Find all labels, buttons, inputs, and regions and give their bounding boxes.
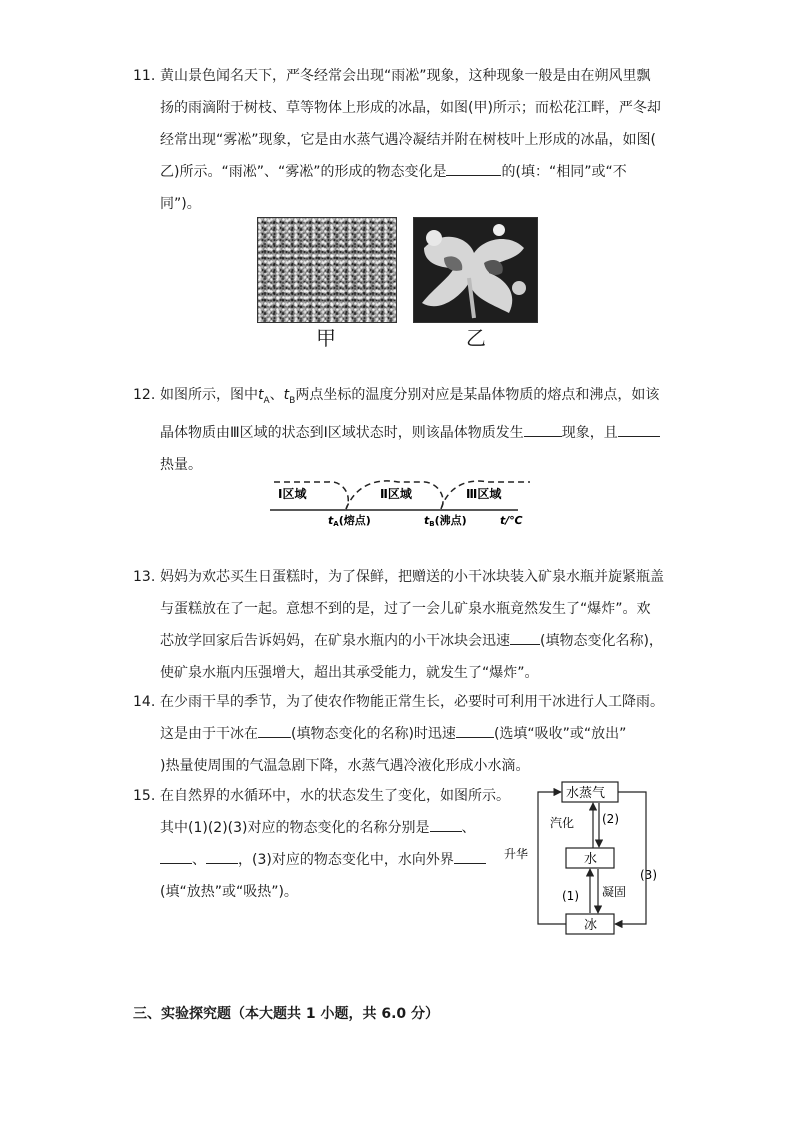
vapor-label: 水蒸气 (566, 786, 606, 801)
answer-blank (456, 723, 494, 738)
section-heading: 三、实验探究题（本大题共 1 小题，共 6.0 分） (133, 1006, 440, 1022)
question-13 (133, 561, 678, 689)
answer-blank (446, 161, 501, 176)
zone-3-label: Ⅲ区域 (466, 487, 502, 501)
water-label: 水 (584, 852, 598, 867)
question-15 (133, 780, 513, 908)
answer-blank (160, 849, 192, 864)
point-a-label: tA(熔点) (328, 514, 371, 528)
answer-blank (524, 422, 562, 437)
water-cycle-diagram (504, 780, 660, 940)
figure-label-jia: 甲 (316, 326, 336, 350)
axis-label: t/℃ (500, 514, 523, 527)
zone-2-label: Ⅱ区域 (380, 487, 412, 501)
question-11 (133, 60, 678, 220)
text-line: 同”)。 (160, 196, 201, 212)
text-line: 热量。 (160, 456, 202, 473)
text-line: 其中(1)(2)(3)对应的物态变化的名称分别是 、 (160, 812, 513, 844)
question-text (160, 561, 678, 689)
text-line: 妈妈为欢芯买生日蛋糕时，为了保鲜，把赠送的小干冰块装入矿泉水瓶并旋紧瓶盖 (160, 569, 664, 585)
answer-blank (454, 849, 486, 864)
zone-1-label: Ⅰ区域 (278, 487, 307, 501)
answer-blank (206, 849, 238, 864)
point-b-label: tB(沸点) (424, 514, 467, 528)
rime-fog-photo (414, 218, 537, 322)
rime-rain-photo (258, 218, 396, 322)
question-number: 12. (133, 387, 156, 403)
answer-blank (258, 723, 291, 738)
question-number: 15. (133, 788, 156, 804)
ice-label: 冰 (584, 918, 598, 933)
text-line: 在少雨干旱的季节，为了使农作物能正常生长，必要时可利用干冰进行人工降雨。 (160, 694, 664, 710)
question-number: 14. (133, 694, 156, 710)
question-text (160, 379, 678, 481)
arrow-2-label: (2) (602, 812, 619, 826)
text-line: 在自然界的水循环中，水的状态发生了变化，如图所示。 (160, 788, 510, 804)
question-12 (133, 379, 678, 481)
text-line: (填“放热”或“吸热”)。 (160, 884, 298, 900)
text-line: 黄山景色闻名天下，严冬经常会出现“雨凇”现象，这种现象一般是由在朔风里飘 (160, 68, 651, 84)
photo-jia (257, 217, 397, 323)
solidify-label: 凝固 (602, 885, 627, 899)
text-line: 、 ，(3)对应的物态变化中，水向外界 (160, 844, 513, 876)
question-text (160, 686, 678, 782)
arrow-1-label: (1) (562, 889, 579, 903)
text-line: 扬的雨滴附于树枝、草等物体上形成的冰晶，如图(甲)所示；而松花江畔，严冬却 (160, 100, 661, 116)
sublimate-label: 升华 (504, 847, 529, 861)
vaporize-label: 汽化 (550, 816, 575, 830)
text-line: 这是由于干冰在 (填物态变化的名称)时迅速 (选填“吸收”或“放出” (160, 718, 678, 750)
answer-blank (430, 817, 462, 832)
text-line: 乙)所示。“雨凇”、“雾凇”的形成的物态变化是 的(填：“相同”或“不 (160, 156, 678, 188)
text-line: 晶体物质由Ⅲ区域的状态到Ⅰ区域状态时，则该晶体物质发生 现象，且 (160, 417, 678, 449)
question-number: 13. (133, 569, 156, 585)
figure-label-yi: 乙 (466, 326, 486, 350)
text-line: 使矿泉水瓶内压强增大，超出其承受能力，就发生了“爆炸”。 (160, 665, 539, 681)
phase-zone-diagram (268, 476, 538, 526)
question-number: 11. (133, 68, 156, 84)
text-line: 经常出现“雾凇”现象，它是由水蒸气遇冷凝结并附在树枝叶上形成的冰晶，如图( (160, 132, 656, 148)
question-text (160, 780, 513, 908)
answer-blank (618, 422, 660, 437)
question-14 (133, 686, 678, 782)
answer-blank (510, 630, 540, 645)
photo-yi (413, 217, 538, 323)
question-text (160, 60, 678, 220)
text-line: 与蛋糕放在了一起。意想不到的是，过了一会儿矿泉水瓶竟然发生了“爆炸”。欢 (160, 601, 651, 617)
text-line: )热量使周围的气温急剧下降，水蒸气遇冷液化形成小水滴。 (160, 758, 530, 774)
text-line: 芯放学回家后告诉妈妈，在矿泉水瓶内的小干冰块会迅速 (填物态变化名称)， (160, 625, 678, 657)
arrow-3-label: (3) (640, 868, 657, 882)
text-line: 如图所示，图中$t_A$、$t_B$两点坐标的温度分别对应是某晶体物质的熔点和沸点，如该 (160, 387, 660, 406)
